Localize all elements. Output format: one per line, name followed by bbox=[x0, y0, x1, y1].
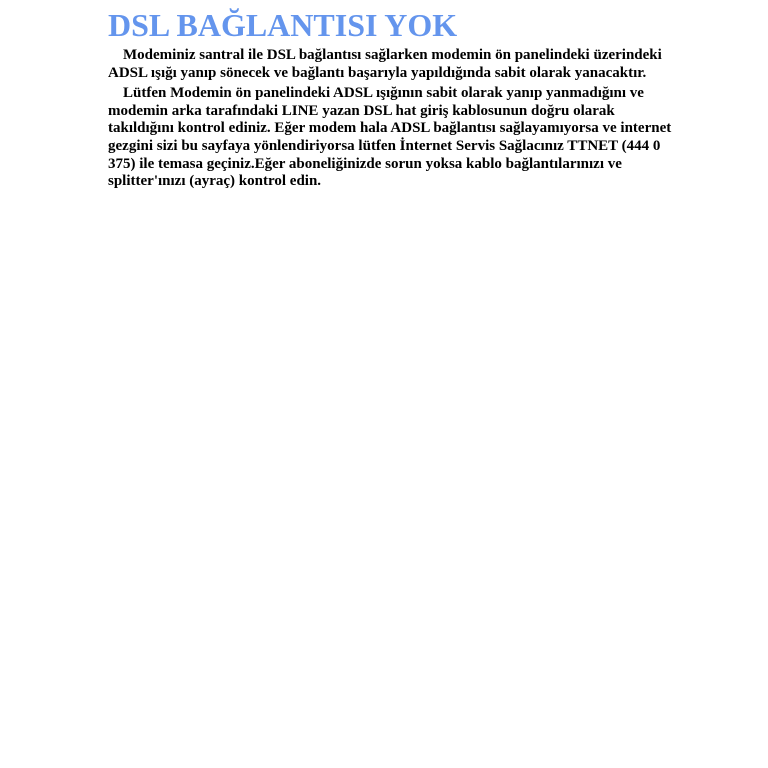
content-area bbox=[108, 6, 680, 191]
page-title: DSL BAĞLANTISI YOK bbox=[108, 7, 458, 43]
info-paragraph-2: Lütfen Modemin ön panelindeki ADSL ışığının sabit olarak yanıp yanmadığını ve modemin arka tarafındaki LINE yazan DSL hat giriş kablosunun doğru olarak takıldığını kontrol ediniz. Eğer modem hala ADSL bağlantısı sağlayamıyorsa ve internet gezgini sizi bu sayfaya yönlendiriyorsa lütfen İnternet Servis Sağlacınız TTNET (444 0 375) ile temasa geçiniz.Eğer aboneliğinizde sorun yoksa kablo bağlantılarınızı ve splitter'ınızı (ayraç) kontrol edin. bbox=[108, 85, 672, 190]
info-paragraph-1: Modeminiz santral ile DSL bağlantısı sağlarken modemin ön panelindeki üzerindeki ADSL ışığı yanıp sönecek ve bağlantı başarıyla yapıldığında sabit olarak yanacaktır. bbox=[108, 47, 662, 81]
